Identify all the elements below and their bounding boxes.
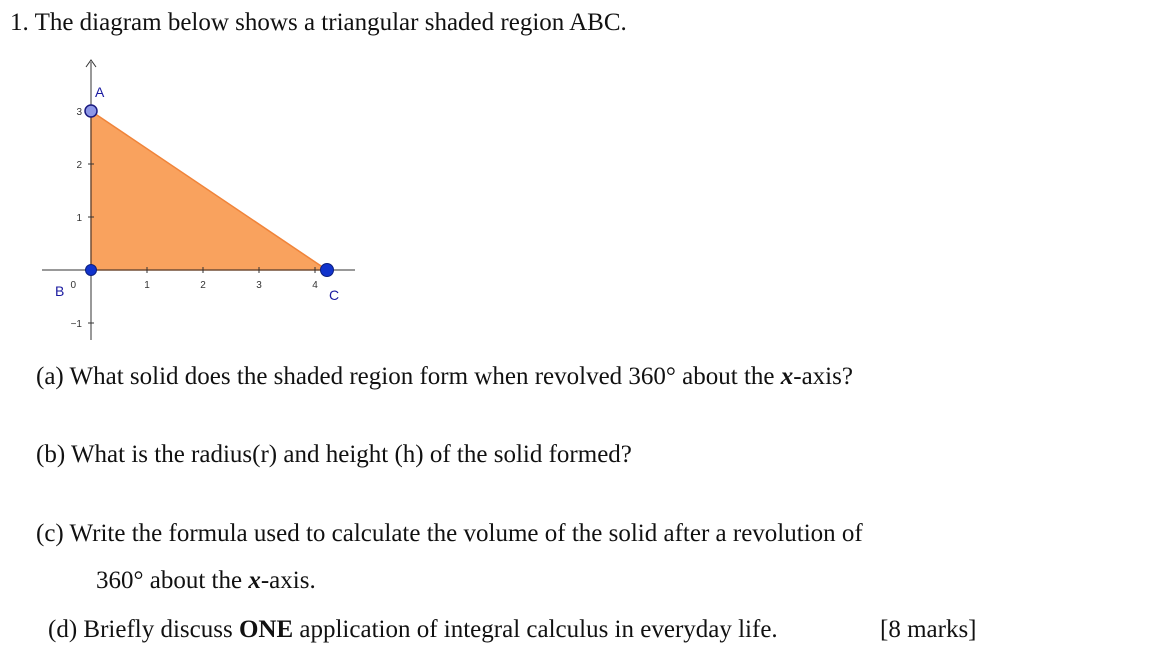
part-b-text: (b) What is the radius(r) and height (h) of the solid formed? bbox=[36, 441, 632, 468]
part-c-line2-text: 360° about the bbox=[96, 567, 249, 594]
part-c-line2 bbox=[96, 566, 316, 596]
part-a-text: (a) What solid does the shaded region form when revolved 360° about the bbox=[36, 363, 781, 390]
part-c-variable: x bbox=[248, 567, 261, 594]
part-b bbox=[36, 440, 632, 470]
point-label-a: A bbox=[95, 84, 105, 100]
part-d-suffix: application of integral calculus in everyday life. bbox=[293, 616, 778, 643]
x-tick-label: 2 bbox=[200, 280, 206, 291]
triangle-diagram bbox=[0, 0, 400, 350]
point-a bbox=[85, 105, 97, 117]
point-c bbox=[321, 264, 334, 277]
point-b bbox=[86, 265, 97, 276]
y-tick-label: 1 bbox=[76, 213, 82, 224]
part-d-text: (d) Briefly discuss bbox=[48, 616, 239, 643]
part-d bbox=[48, 615, 778, 645]
question-number: 1. bbox=[10, 9, 29, 36]
y-tick-label: −1 bbox=[70, 319, 82, 330]
y-tick-label: 2 bbox=[76, 160, 82, 171]
x-tick-label: 3 bbox=[256, 280, 262, 291]
point-label-b: B bbox=[55, 283, 65, 299]
point-label-c: C bbox=[329, 287, 340, 303]
part-a-suffix: -axis? bbox=[793, 363, 853, 390]
part-d-emphasis: ONE bbox=[238, 616, 294, 643]
y-tick-label: 3 bbox=[76, 107, 82, 118]
x-tick-label: 4 bbox=[312, 280, 318, 291]
shaded-region-abc bbox=[91, 111, 327, 270]
part-c-text: (c) Write the formula used to calculate the volume of the solid after a revolution of bbox=[36, 520, 863, 547]
origin-label: 0 bbox=[70, 280, 76, 291]
x-tick-label: 1 bbox=[144, 280, 150, 291]
marks-text: [8 marks] bbox=[880, 616, 977, 643]
part-c-line1 bbox=[36, 519, 863, 549]
part-a bbox=[36, 362, 853, 392]
marks-label bbox=[880, 615, 977, 645]
part-c-line2-suffix: -axis. bbox=[260, 567, 316, 594]
part-a-variable: x bbox=[780, 363, 794, 390]
question-title-text: The diagram below shows a triangular shaded region ABC. bbox=[34, 9, 627, 36]
